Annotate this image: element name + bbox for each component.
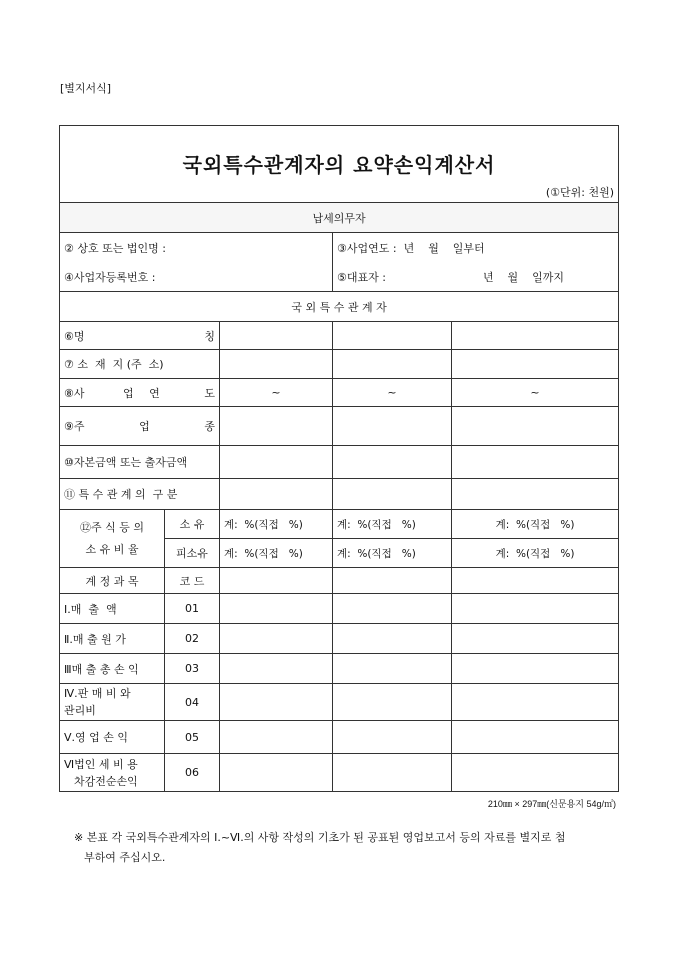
account-code: 01 [165, 594, 220, 624]
account-name: Ⅲ매 출 총 손 익 [60, 654, 165, 684]
address-cell-3[interactable] [452, 350, 619, 379]
address-label: ⑦ 소 재 지 (주 소) [60, 350, 220, 379]
related-party-header: 국 외 특 수 관 계 자 [60, 292, 619, 322]
footnote [74, 828, 619, 868]
company-name-field[interactable] [60, 233, 333, 263]
amount-cell[interactable] [220, 754, 333, 792]
company-name-label: ② 상호 또는 법인명 : [64, 241, 166, 255]
income-statement-form [59, 125, 619, 792]
taxpayer-header: 납세의무자 [60, 203, 619, 233]
form-title: 국외특수관계자의 요약손익계산서 [60, 126, 619, 183]
own-cell-1[interactable]: 계: %(직접 %) [220, 510, 333, 539]
fiscal-year-field[interactable] [333, 233, 619, 263]
fiscal-year-cell-2[interactable]: ~ [333, 379, 452, 407]
row-label-mid: 업 [139, 420, 150, 433]
amount-cell[interactable] [452, 754, 619, 792]
relation-cell-1[interactable] [220, 479, 333, 510]
amount-cell[interactable] [452, 654, 619, 684]
amount-cell[interactable] [333, 721, 452, 754]
footnote-line-2: 부하여 주십시오. [84, 851, 166, 864]
share-ratio-label: ⑫주 식 등 의 [80, 520, 144, 534]
amount-cell[interactable] [452, 594, 619, 624]
amount-cell[interactable] [333, 754, 452, 792]
account-name: Ⅳ.판 매 비 와 [64, 687, 131, 700]
amount-cell[interactable] [452, 721, 619, 754]
amount-cell[interactable] [220, 654, 333, 684]
account-code: 05 [165, 721, 220, 754]
row-label-end: 칭 [204, 329, 215, 343]
row-label-end: 도 [204, 386, 215, 400]
fiscal-year-cell-3[interactable]: ~ [452, 379, 619, 407]
unit-label: (①단위: 천원) [60, 182, 619, 203]
account-header: 계 정 과 목 [60, 568, 165, 594]
amount-cell[interactable] [333, 594, 452, 624]
capital-cell-3[interactable] [452, 446, 619, 479]
amount-cell[interactable] [333, 654, 452, 684]
row-label-mid: 업 연 [123, 386, 166, 400]
footnote-line-1: ※ 본표 각 국외특수관계자의 Ⅰ.~Ⅵ.의 사항 작성의 기초가 된 공표된 영업보고서 등의 자료를 별지로 첨 [74, 831, 566, 844]
account-name: Ⅴ.영 업 손 익 [60, 721, 165, 754]
relation-type-label: ⑪ 특 수 관 계 의 구 분 [60, 479, 220, 510]
row-label: ⑥명 [64, 329, 85, 343]
form-tag: [별지서식] [60, 82, 112, 95]
capital-cell-2[interactable] [333, 446, 452, 479]
row-label: ⑧사 [64, 386, 85, 400]
own-label: 소 유 [165, 510, 220, 539]
industry-cell-3[interactable] [452, 407, 619, 446]
account-name: Ⅱ.매 출 원 가 [60, 624, 165, 654]
relation-cell-2[interactable] [333, 479, 452, 510]
representative-label: ⑤대표자 : [337, 270, 386, 284]
address-cell-2[interactable] [333, 350, 452, 379]
name-cell-3[interactable] [452, 322, 619, 350]
capital-cell-1[interactable] [220, 446, 333, 479]
amount-cell[interactable] [220, 684, 333, 721]
amount-cell[interactable] [333, 684, 452, 721]
amount-cell[interactable] [220, 721, 333, 754]
owned-cell-1[interactable]: 계: %(직접 %) [220, 539, 333, 568]
fiscal-to: 년 월 일까지 [482, 270, 565, 284]
fiscal-from: 년 월 일부터 [403, 241, 485, 255]
representative-field[interactable] [333, 262, 619, 292]
fiscal-year-label: ③사업연도 : [337, 241, 397, 255]
account-name: Ⅵ법인 세 비 용 [64, 757, 138, 771]
share-ratio-label-2: 소 유 비 율 [85, 542, 139, 556]
account-code: 03 [165, 654, 220, 684]
account-code: 06 [165, 754, 220, 792]
paper-size: 210㎜ × 297㎜(신문용지 54g/㎡) [487, 799, 616, 809]
row-label-end: 종 [204, 420, 215, 433]
owned-cell-3[interactable]: 계: %(직접 %) [452, 539, 619, 568]
row-label: ⑨주 [64, 420, 85, 433]
account-code: 04 [165, 684, 220, 721]
amount-cell[interactable] [333, 624, 452, 654]
relation-cell-3[interactable] [452, 479, 619, 510]
reg-no-field[interactable] [60, 262, 333, 292]
owned-label: 피소유 [165, 539, 220, 568]
own-cell-2[interactable]: 계: %(직접 %) [333, 510, 452, 539]
fiscal-year-cell-1[interactable]: ~ [220, 379, 333, 407]
address-cell-1[interactable] [220, 350, 333, 379]
amount-cell[interactable] [220, 624, 333, 654]
own-cell-3[interactable]: 계: %(직접 %) [452, 510, 619, 539]
account-code: 02 [165, 624, 220, 654]
name-cell-1[interactable] [220, 322, 333, 350]
name-cell-2[interactable] [333, 322, 452, 350]
industry-cell-2[interactable] [333, 407, 452, 446]
amount-cell[interactable] [452, 624, 619, 654]
amount-cell[interactable] [452, 684, 619, 721]
account-name-2: 관리비 [64, 704, 96, 717]
account-name-2: 차감전순손익 [74, 774, 138, 788]
industry-cell-1[interactable] [220, 407, 333, 446]
owned-cell-2[interactable]: 계: %(직접 %) [333, 539, 452, 568]
amount-cell[interactable] [220, 594, 333, 624]
reg-no-label: ④사업자등록번호 : [64, 270, 156, 284]
account-name: Ⅰ.매 출 액 [60, 594, 165, 624]
capital-label: ⑩자본금액 또는 출자금액 [60, 446, 220, 479]
code-header: 코 드 [165, 568, 220, 594]
